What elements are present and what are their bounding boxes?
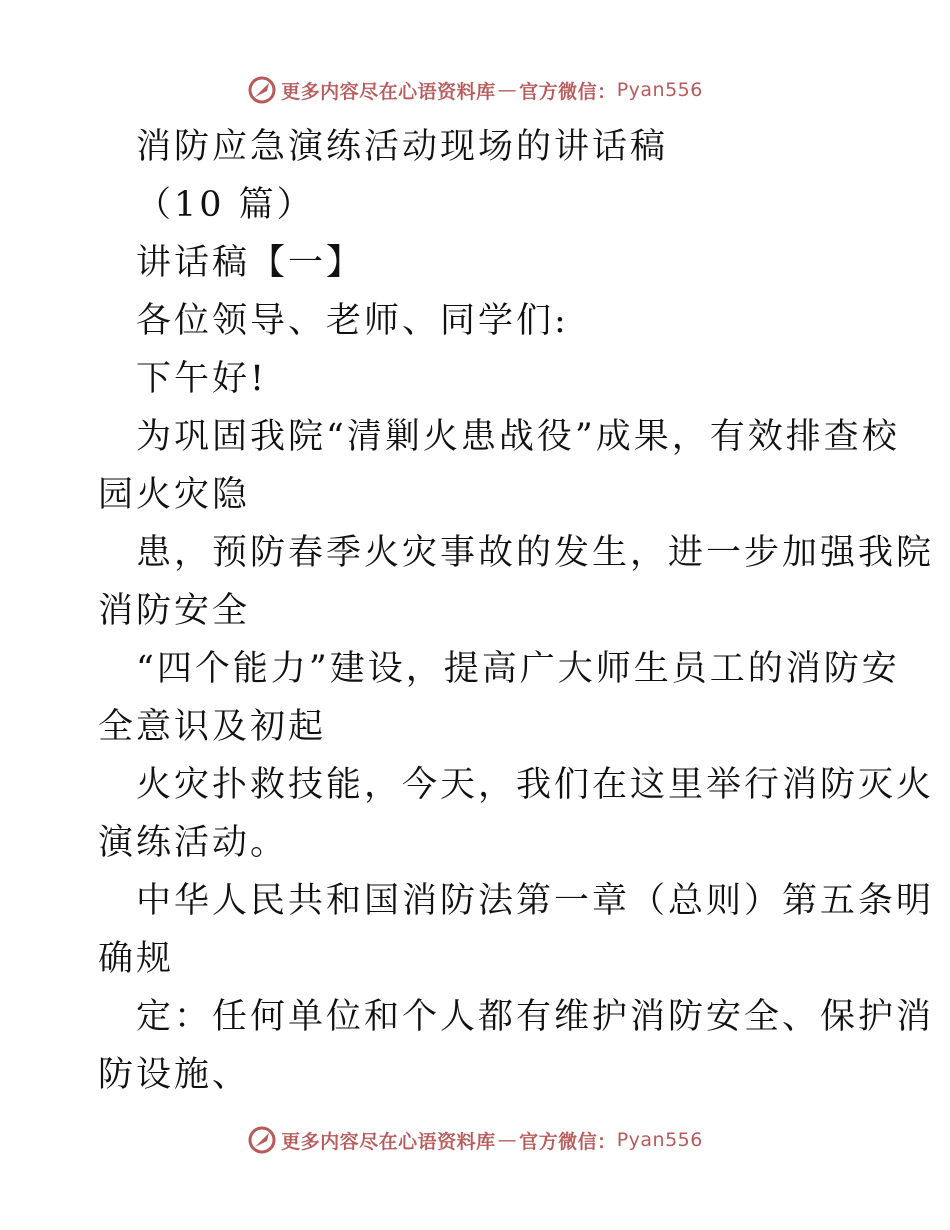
- quill-logo-icon: [247, 1125, 277, 1155]
- text-line: （10 篇）: [136, 185, 315, 225]
- text-line: 确规: [98, 939, 175, 979]
- watermark-label: 官方微信：: [519, 1130, 617, 1153]
- header-watermark: [0, 70, 950, 110]
- text-line: 消防安全: [98, 591, 251, 631]
- document-body: [98, 118, 935, 1104]
- watermark-label: 官方微信：: [519, 80, 617, 103]
- text-line: 下午好!: [136, 359, 268, 399]
- text-line: 讲话稿【一】: [136, 243, 365, 283]
- watermark-text: 更多内容尽在心语资料库: [281, 80, 496, 103]
- text-line: “四个能力”建设，提高广大师生员工的消防安: [136, 649, 900, 689]
- watermark-id: Pyan556: [616, 1129, 703, 1151]
- watermark-text: 更多内容尽在心语资料库: [281, 1130, 496, 1153]
- quill-logo-icon: [247, 75, 277, 105]
- text-line: 定：任何单位和个人都有维护消防安全、保护消: [136, 997, 935, 1037]
- watermark-id: Pyan556: [616, 79, 703, 101]
- text-line: 消防应急演练活动现场的讲话稿: [136, 127, 669, 167]
- watermark-separator: —: [497, 79, 518, 101]
- text-line: 各位领导、老师、同学们:: [136, 301, 569, 341]
- text-line: 园火灾隐: [98, 475, 251, 515]
- text-line: 为巩固我院“清剿火患战役”成果，有效排查校: [136, 417, 900, 457]
- text-line: 演练活动。: [98, 823, 289, 863]
- text-line: 火灾扑救技能，今天，我们在这里举行消防灭火: [136, 765, 935, 805]
- text-line: 中华人民共和国消防法第一章（总则）第五条明: [136, 881, 935, 921]
- footer-watermark: [0, 1120, 950, 1160]
- text-line: 防设施、: [98, 1055, 251, 1095]
- text-line: 全意识及初起: [98, 707, 327, 747]
- watermark-separator: —: [497, 1129, 518, 1151]
- text-line: 患，预防春季火灾事故的发生，进一步加强我院: [136, 533, 935, 573]
